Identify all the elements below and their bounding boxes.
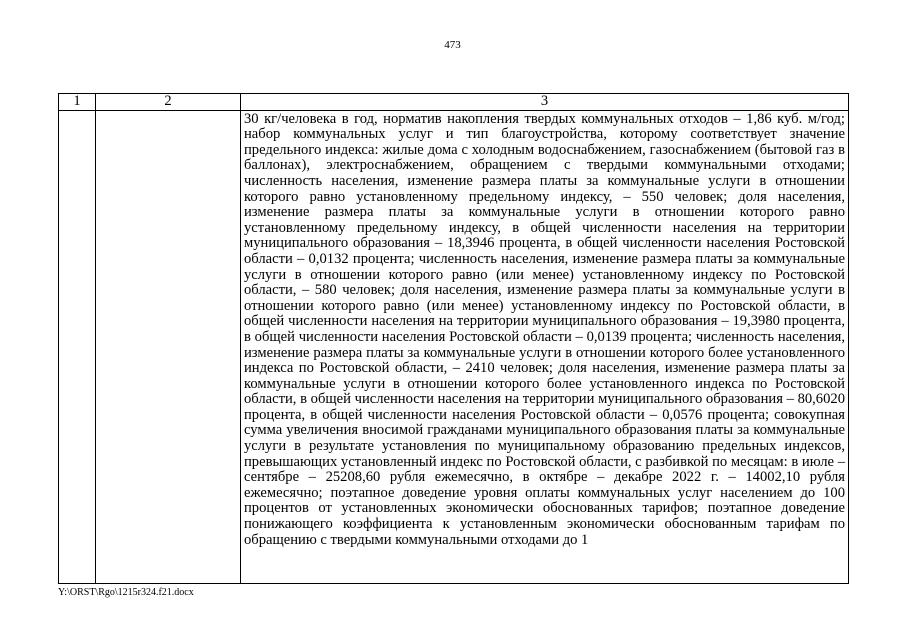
document-table	[58, 93, 849, 584]
column-header-3: 3	[241, 94, 849, 111]
table-cell-col2	[96, 110, 241, 583]
column-header-1: 1	[59, 94, 96, 111]
footer-file-path: Y:\ORST\Rgo\1215r324.f21.docx	[58, 587, 194, 598]
table-header-row	[59, 94, 849, 111]
column-header-2: 2	[96, 94, 241, 111]
table-cell-col1	[59, 110, 96, 583]
page-number: 473	[444, 39, 461, 51]
table-row	[59, 110, 849, 583]
table-cell-col3-text: 30 кг/человека в год, норматив накопления твердых коммунальных отходов – 1,86 куб. м/год; набор коммунальных услуг и тип благоустройства, которому соответствует значение предельного индекса: жилые дома с холодным водоснабжением, газоснабжением (бытовой газ в баллонах), электроснабжением, обращением с твердыми коммунальными отходами; численность населения, изменение размера платы за коммунальные услуги в отношении которого равно установленному предельному индексу, – 550 человек; доля населения, изменение размера платы за коммунальные услуги в отношении которого равно установленному предельному индексу, в общей численности населения на территории муниципального образования – 18,3946 процента, в общей численности населения Ростовской области – 0,0132 процента; численность населения, изменение размера платы за коммунальные услуги в отношении которого равно (или менее) установленному индексу по Ростовской области, – 580 человек; доля населения, изменение размера платы за коммунальные услуги в отношении которого равно (или менее) установленному индексу по Ростовской области, в общей численности населения на территории муниципального образования – 19,3980 процента, в общей численности населения Ростовской области – 0,0139 процента; численность населения, изменение размера платы за коммунальные услуги в отношении которого более установленного индекса по Ростовской области, – 2410 человек; доля населения, изменение размера платы за коммунальные услуги в отношении которого более установленного индекса по Ростовской области, в общей численности населения на территории муниципального образования – 80,6020 процента, в общей численности населения Ростовской области – 0,0576 процента; совокупная сумма увеличения вносимой гражданами муниципального образования платы за коммунальные услуги в результате установления по муниципальному образованию предельных индексов, превышающих установленный индекс по Ростовской области, с разбивкой по месяцам: в июле – сентябре – 25208,60 рубля ежемесячно, в октябре – декабре 2022 г. – 14002,10 рубля ежемесячно; поэтапное доведение уровня оплаты коммунальных услуг населением до 100 процентов от установленных экономически обоснованных тарифов; поэтапное доведение понижающего коэффициента к установленным экономически обоснованным тарифам по обращению с твердыми коммунальными отходами до 1	[241, 110, 849, 583]
